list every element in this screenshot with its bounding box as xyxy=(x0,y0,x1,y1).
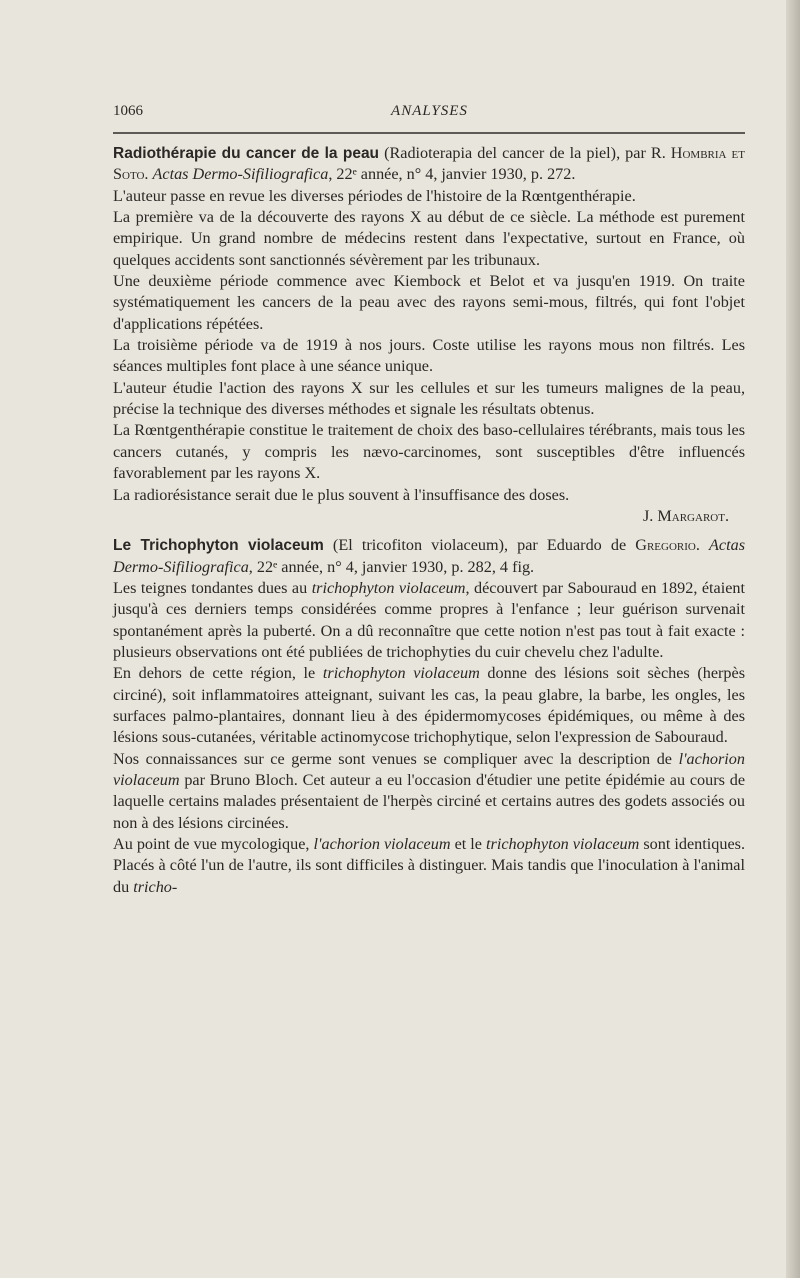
article-2-journal: Actas Dermo-Sifiliografica xyxy=(113,536,745,576)
article-1-author-2: et Soto. xyxy=(113,144,745,184)
text-run: Au point de vue mycologique, xyxy=(113,835,314,853)
running-head: ANALYSES xyxy=(391,103,468,119)
article-1-paragraph-3: Une deuxième période commence avec Kiembock et Belot et va jusqu'en 1919. On traite systématiquement les cancers de la peau avec des rayons semi-mous, filtrés, qui font l'objet d'applications répétées. xyxy=(113,272,745,333)
header-rule xyxy=(113,132,745,134)
article-1-paragraph-1: L'auteur passe en revue les diverses périodes de l'histoire de la Rœntgenthérapie. xyxy=(113,186,636,205)
article-2-paragraph-2 xyxy=(113,663,745,748)
article-1-paragraph-6: La Rœntgenthérapie constitue le traitement de choix des baso-cellulaires térébrants, mais tous les cancers cutanés, y compris les nævo-carcinomes, sont susceptibles d'être influencés favorablement par les rayons X. xyxy=(113,421,745,483)
article-1-paragraph-4: La troisième période va de 1919 à nos jours. Coste utilise les rayons mous non filtrés. Les séances multiples font place à une séance unique. xyxy=(113,336,745,376)
text-run-italic: trichophyton violaceum xyxy=(322,664,480,683)
article-1-journal: Actas Dermo-Sifiliografica xyxy=(152,165,329,184)
page-number: 1066 xyxy=(113,103,143,119)
text-run-italic: l'achorion violaceum xyxy=(313,835,451,853)
article-2-title: Le Trichophyton violaceum xyxy=(113,537,324,555)
article-2-paragraph-3 xyxy=(113,749,745,834)
text-run-italic: trichophyton violaceum xyxy=(486,835,640,853)
article-1-paragraph-7: La radiorésistance serait due le plus souvent à l'insuffisance des doses. xyxy=(113,485,570,504)
article-1-author-1: R. Hombria xyxy=(650,144,727,162)
text-run: En dehors de cette région, le xyxy=(113,664,323,683)
page-header xyxy=(113,103,746,127)
text-run-italic: tricho- xyxy=(133,877,178,896)
article-2-paragraph-1 xyxy=(113,578,745,663)
article-2-citation: , 22ᵉ année, n° 4, janvier 1930, p. 282, 4 fig. xyxy=(248,557,535,576)
article-1-citation: , 22ᵉ année, n° 4, janvier 1930, p. 272. xyxy=(328,165,576,184)
article-1-heading xyxy=(113,143,745,186)
text-run: , découvert par Sabouraud en 1892, étaient jusqu'à ces derniers temps considérées comme propres à l'enfance ; leur guérison survenait spontanément après la puberté. On a dû reconnaître que cette notion n'est pas tout à fait exacte : plusieurs observations ont été publiées de trichophyties du cuir chevelu chez l'adulte. xyxy=(113,578,746,661)
article-2-paragraph-4 xyxy=(113,834,745,898)
article-1-paragraph-5: L'auteur étudie l'action des rayons X sur les cellules et sur les tumeurs malignes de la peau, précise la technique des diverses méthodes et signale les résultats obtenus. xyxy=(113,378,745,419)
article-1-paragraph-2: La première va de la découverte des rayons X au début de ce siècle. La méthode est purement empirique. Un grand nombre de médecins restent dans l'expectative, surtout en France, où quelques accidents sont sanctionnés sévèrement par les tribunaux. xyxy=(113,208,745,269)
text-run: par Bruno Bloch. Cet auteur a eu l'occasion d'étudier une petite épidémie au cours de laquelle certains malades présentaient de l'herpès circiné et certains autres des godets associés ou non à des lésions circinées. xyxy=(113,770,745,832)
article-1-title: Radiothérapie du cancer de la peau xyxy=(113,145,380,162)
text-run: et le xyxy=(450,835,487,853)
article-2-title-translation: (El tricofiton violaceum), par Eduardo de xyxy=(323,536,636,555)
text-run: donne des lésions soit sèches (herpès circiné), soit inflammatoires atteignant, suivant les cas, la peau glabre, la barbe, les ongles, les surfaces palmo-plantaires, donnant lieu à des épidermomycoses épidémiques, ou même à des lésions sous-cutanées, véritable actinomycose trichophytique, selon l'expression de Sabouraud. xyxy=(113,664,745,747)
text-run-italic: l'achorion violaceum xyxy=(113,749,745,789)
page-body xyxy=(113,143,745,898)
text-run: Les teignes tondantes dues au xyxy=(113,578,312,597)
text-run: sont identiques. Placés à côté l'un de l'autre, ils sont difficiles à distinguer. Mais tandis que l'inoculation à l'animal du xyxy=(113,835,745,896)
page-edge xyxy=(786,0,800,1278)
article-2-heading xyxy=(113,535,745,578)
article-2-author: Gregorio. xyxy=(635,536,700,555)
article-1-signature: J. Margarot. xyxy=(642,506,729,525)
article-1-title-translation: (Radioterapia del cancer de la piel), par xyxy=(384,144,646,162)
text-run: Nos connaissances sur ce germe sont venues se compliquer avec la description de xyxy=(113,749,679,768)
text-run-italic: trichophyton violaceum xyxy=(311,578,466,597)
